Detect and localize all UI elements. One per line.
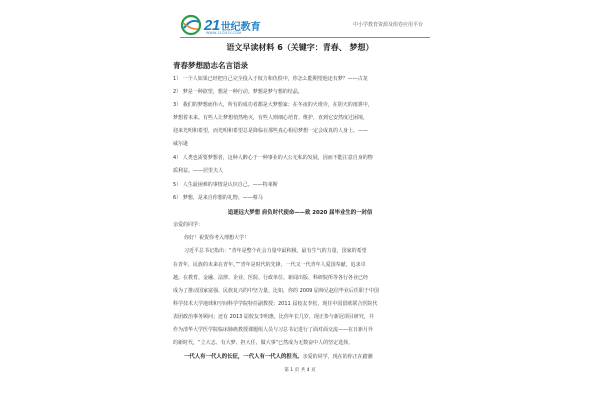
logo-subtitle: WWW.21CNJY.COM: [206, 31, 242, 35]
page-number: 第 1 页 共 4 页: [284, 368, 316, 373]
quote-line: 2） 梦是一种欲望，想是一种行动。梦想是梦与想的结晶。: [173, 89, 303, 95]
closing-continuation: 亲爱的同学，现在的你正在踏潮: [302, 354, 373, 360]
header-divider: [180, 37, 430, 38]
globe-logo-icon: [180, 14, 202, 36]
platform-name: 中小学教育资源及组卷应用平台: [352, 22, 423, 28]
article-line: 在青年，民族的未来在青年。”“青年是时代的先锋，一代又一代青年人爱国奉献，追求卓: [173, 262, 366, 268]
document-title: 语文早读材料 6（关键字：青春、 梦想）: [226, 43, 374, 52]
article-line: 作为清华大学医学院临床肺癌教授课题组人员与习总书记进行了面对面交流——在日新月异: [173, 327, 374, 333]
article-line: 习近平总书记指出：“青年是整个社会力量中最积极、最有生气的力量，国家的希望: [184, 248, 367, 254]
quote-line: 质利益。——居里夫人: [173, 168, 224, 174]
quote-line: 5） 人生最困难的事情是认识自己。——特莱斯: [173, 182, 278, 188]
quote-line: 3） 我们的梦想而伟大，所有的成功者都是大梦想家：在冬夜的火堆旁，在阴天的雨雾中，: [173, 102, 373, 108]
article-salutation: 亲爱的同学：: [173, 222, 204, 228]
quote-line: 6） 梦想，是来自你想的礼物。——蔡马: [173, 195, 263, 201]
quote-line: 1） 一个人如果已经把自己完全投入于权力和仇恨中，你怎么能期望他还有梦？——古龙: [173, 76, 368, 82]
article-title: 追逐远大梦想 肩负时代使命——致 2020 届毕业生的一封信: [227, 210, 373, 216]
article-line: 成为了推动国家富强、民族复兴的中坚力量。比如，你的 2009 届师兄赵信毕业后任职于中国: [173, 288, 379, 294]
article-greeting: 你好！祝贺你考入理想大学！: [184, 235, 250, 241]
article-line: 科学技术大学地球和空间科学学院特任副教授；2011 届校友李松，现任中国留欧联合医院代: [173, 301, 378, 307]
bold-statement: 一代人有一代人的长征，一代人有一代人的担当。: [184, 354, 303, 360]
quote-line: 梦想着未来。有些人让梦想悄然绝灭，有些人则细心培育、维护，直到它安然度过困境，: [173, 115, 369, 121]
article-line: 表团政治事务顾问；还有 2013 届校友李明惠，比你年长几岁，现正参与新冠项目研究，并: [173, 314, 374, 320]
article-line: 越。在教育、金融、法律、企业、医院、行政单位、新闻出版、科研院所等各行各业已经: [173, 275, 369, 281]
article-line: 的新时代，“立大志、有大梦、担大任、做大事”已然成为无数奋中人的坚定选择。: [173, 340, 354, 346]
quote-line: 威尔逊: [173, 141, 189, 147]
quote-line: 4） 人类也需要梦想者，这种人醉心于一种事业的大公无私的发展，因而不能注意自身的物: [173, 155, 373, 161]
article-closing-line: [184, 352, 444, 360]
logo-text: 世纪教育: [220, 21, 261, 33]
logo-number: 21: [204, 16, 220, 34]
quote-line: 迎来光明和希望，而光明和希望总是降临在那些真心相信梦想一定会成真的人身上。——: [173, 128, 369, 134]
section-heading: 青春梦想励志名言语录: [173, 61, 248, 70]
